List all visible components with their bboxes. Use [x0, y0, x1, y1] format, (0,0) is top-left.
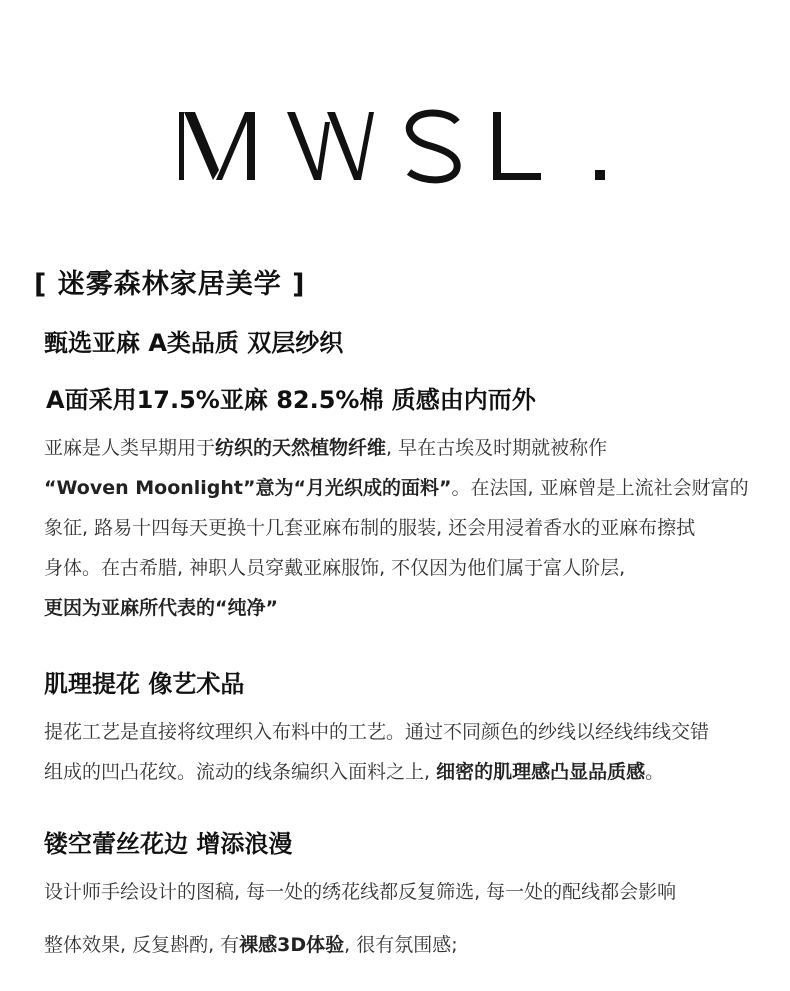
brand-logo [0, 104, 790, 194]
linen-line-1 [44, 428, 760, 468]
lace-paragraph [44, 872, 760, 965]
text-bold: 纺织的天然植物纤维 [215, 437, 387, 459]
jacquard-line-2 [44, 752, 760, 792]
lace-line-2 [44, 925, 760, 965]
text-span: 。在法国, 亚麻曾是上流社会财富的 [451, 477, 749, 499]
linen-line-2 [44, 468, 760, 508]
text-span: , 很有氛围感; [344, 934, 458, 956]
lace-line-1: 设计师手绘设计的图稿, 每一处的绣花线都反复筛选, 每一处的配线都会影响 [44, 881, 677, 903]
text-bold: 裸感3D体验 [239, 934, 345, 956]
subheadline: A面采用17.5%亚麻 82.5%棉 质感由内而外 [46, 386, 536, 414]
text-span: 整体效果, 反复斟酌, 有 [44, 934, 240, 956]
jacquard-paragraph [44, 712, 760, 792]
text-bold: “Woven Moonlight”意为“月光织成的面料” [44, 477, 452, 499]
headline: 甄选亚麻 A类品质 双层纱织 [44, 329, 344, 357]
text-span: 组成的凹凸花纹。流动的线条编织入面料之上, [44, 761, 437, 783]
text-bold: 细密的肌理感凸显品质感 [436, 761, 646, 783]
linen-line-4: 身体。在古希腊, 神职人员穿戴亚麻服饰, 不仅因为他们属于富人阶层, [44, 557, 626, 579]
section-tag: [ 迷雾森林家居美学 ] [34, 269, 306, 300]
jacquard-line-1: 提花工艺是直接将纹理织入布料中的工艺。通过不同颜色的纱线以经线纬线交错 [44, 721, 710, 743]
text-span: 亚麻是人类早期用于 [44, 437, 216, 459]
linen-line-3: 象征, 路易十四每天更换十几套亚麻布制的服装, 还会用浸着香水的亚麻布擦拭 [44, 517, 696, 539]
text-span: , 早在古埃及时期就被称作 [386, 437, 608, 459]
linen-line-5: 更因为亚麻所代表的“纯净” [44, 597, 278, 619]
text-span: 。 [645, 761, 665, 783]
mwsl-logo-mark [175, 104, 615, 184]
lace-title: 镂空蕾丝花边 增添浪漫 [44, 830, 293, 858]
linen-paragraph [44, 428, 760, 628]
jacquard-title: 肌理提花 像艺术品 [44, 670, 245, 698]
